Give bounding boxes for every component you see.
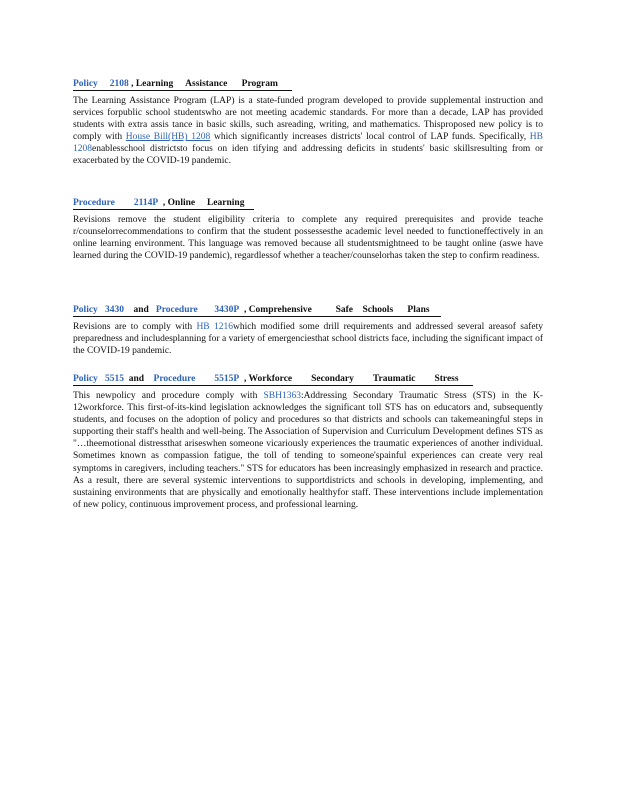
- heading-and: and: [133, 305, 149, 315]
- heading-title-part: Program: [241, 79, 278, 89]
- section-heading: [73, 78, 292, 91]
- heading-title-part: Traumatic: [372, 374, 416, 384]
- procedure-link[interactable]: Procedure: [153, 374, 196, 384]
- policy-link[interactable]: Policy: [73, 79, 98, 89]
- sbh1363-link[interactable]: SBH1363: [263, 391, 301, 401]
- body-text: This newpolicy and procedure comply with: [73, 391, 264, 401]
- heading-title-part: , Learning: [131, 79, 174, 89]
- hb-1216-link[interactable]: HB 1216: [196, 322, 233, 332]
- section-body: [73, 214, 543, 262]
- section-heading: [73, 304, 441, 317]
- section-body: [73, 390, 543, 511]
- procedure-number-link[interactable]: 2114P: [133, 198, 159, 208]
- policy-link[interactable]: Policy: [73, 374, 98, 384]
- policy-number-link[interactable]: 3430: [104, 305, 124, 315]
- house-bill-1208-link[interactable]: House Bill(HB) 1208: [125, 132, 211, 143]
- section-policy-2108: [73, 73, 543, 168]
- section-policy-5515: [73, 368, 543, 511]
- heading-title-part: Stress: [434, 374, 459, 384]
- section-policy-3430: [73, 299, 543, 357]
- section-procedure-2114p: [73, 192, 543, 262]
- heading-title-part: Learning: [206, 198, 245, 208]
- procedure-link[interactable]: Procedure: [155, 305, 198, 315]
- section-heading: [73, 373, 473, 386]
- heading-and: and: [128, 374, 145, 384]
- heading-title-part: Schools: [362, 305, 394, 315]
- heading-title-part: Assistance: [185, 79, 228, 89]
- body-text: :Addressing Secondary Traumatic Stress (STS) in the K-12workforce. This first-of-its-kind legislation acknowledges the significant toll STS has on educators and, subsequently students, and focuses on the adoption of policy and procedures so that districts and schools can takemeaningful steps in supporting their staff's health and well-being. The Association of Supervision and Curriculum Development defines STS as "…theemotional distressthat ariseswhen someone vicariously experiences the traumatic experiences of another individual. Sometimes known as compassion fatigue, the toll of tending to someone'spainful experiences can create very real symptoms in caregivers, including teachers." STS for educators has been increasingly emphasized in research and practice. As a result, there are several systemic interventions to supportdistricts and schools in developing, implementing, and sustaining environments that are physically and emotionally healthyfor staff. These interventions include implementation of new policy, continuous improvement process, and professional learning.: [73, 391, 544, 510]
- section-body: [73, 95, 543, 168]
- body-text: Revisions are to comply with: [73, 322, 197, 332]
- procedure-number-link[interactable]: 5515P: [214, 374, 240, 384]
- hb-1208-link[interactable]: HB 1208: [73, 132, 543, 155]
- policy-number-link[interactable]: 2108: [109, 79, 129, 89]
- body-text: Revisions remove the student eligibility criteria to complete any required prerequisites and provide teache r/counselorrecommendations to confirm that the student possessesthe academic level needed to functioneffectively in an online learning environment. This language was removed because all studentsmightneed to be taught online (aswe have learned during the COVID-19 pandemic), regardlessof whether a teacher/counselorhas taken the step to confirm readiness.: [73, 215, 543, 262]
- heading-title-part: Secondary: [311, 374, 354, 384]
- procedure-number-link[interactable]: 3430P: [214, 305, 240, 315]
- body-text: which significantly increases districts' local control of LAP funds. Specifically,: [210, 132, 530, 143]
- section-body: [73, 321, 543, 357]
- heading-title-part: , Workforce: [243, 374, 293, 384]
- body-text: The Learning Assistance Program (LAP) is a state-funded program developed to provide supplemental instruction and services forpublic school studentswho are not meeting academic standards. For more than a decade, LAP has provided students with extra assis tance in basic skills, such asreading, writing, and mathematics. Thisproposed new policy is to comply with: [73, 96, 543, 143]
- heading-title-part: Plans: [407, 305, 430, 315]
- body-text: enablesschool districtsto focus on iden tifying and addressing deficits in students' basic skillsresulting from or exacerbated by the COVID-19 pandemic.: [73, 144, 543, 167]
- section-heading: [73, 197, 254, 210]
- procedure-link[interactable]: Procedure: [73, 198, 115, 208]
- body-text: which modified some drill requirements and addressed several areasof safety preparedness and includesplanning for a variety of emergenciesthat school districts face, including the significant impact of the COVID-19 pandemic.: [73, 322, 543, 357]
- heading-title-part: Safe: [335, 305, 354, 315]
- heading-title-part: , Comprehensive: [243, 305, 312, 315]
- policy-link[interactable]: Policy: [73, 305, 98, 315]
- heading-title-part: , Online: [162, 198, 196, 208]
- policy-number-link[interactable]: 5515: [104, 374, 124, 384]
